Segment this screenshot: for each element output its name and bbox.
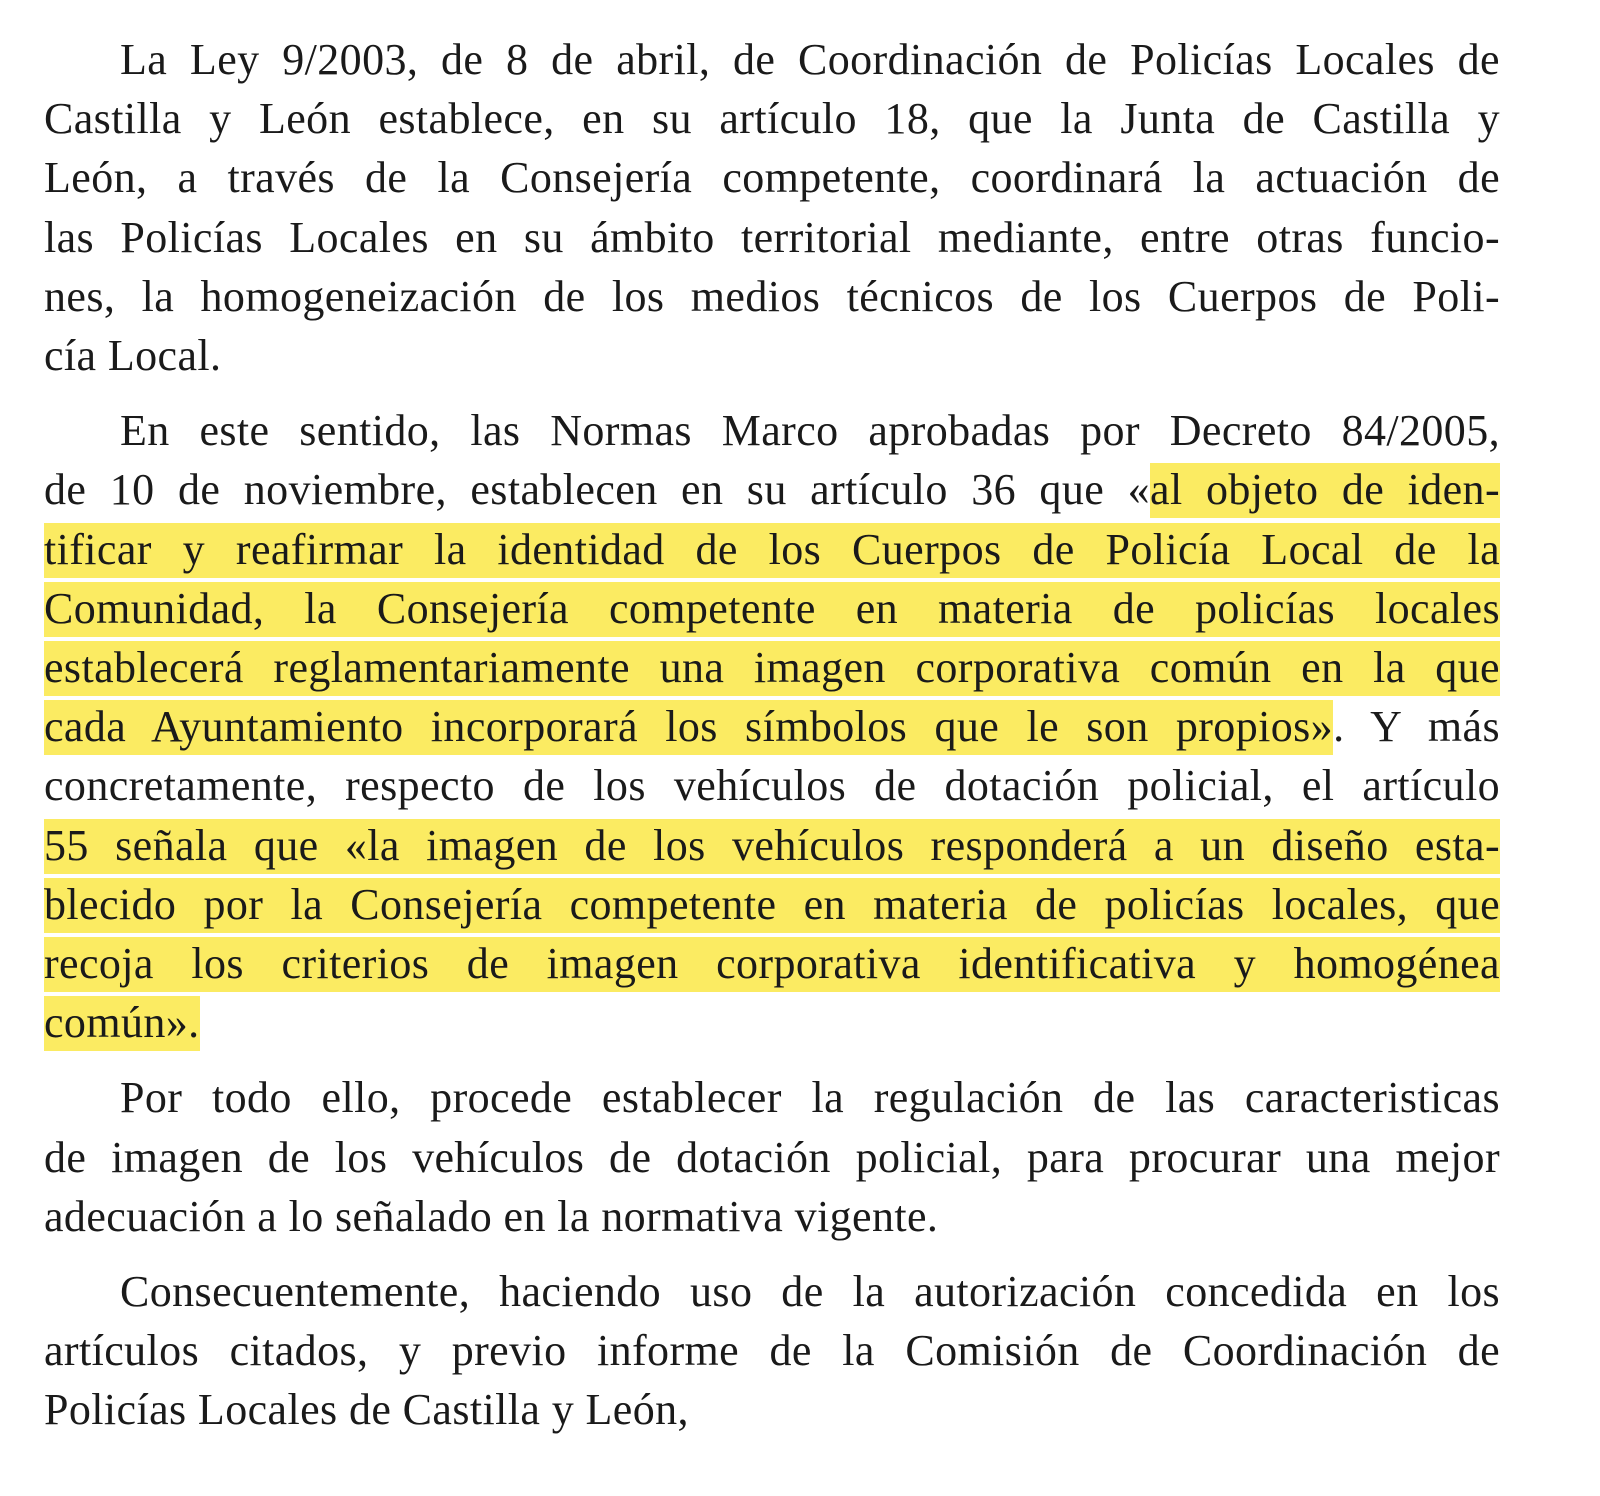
text-segment: de 10 de noviembre, establecen en su artículo 36 que «	[44, 465, 1151, 515]
text-line	[44, 401, 1500, 460]
text-line	[44, 993, 1500, 1052]
text-line	[44, 1187, 1500, 1246]
highlighted-text: al objeto de iden-	[1150, 463, 1500, 518]
text-line	[44, 638, 1500, 697]
text-segment: La Ley 9/2003, de 8 de abril, de Coordinación de Policías Locales de	[120, 35, 1500, 84]
text-line	[44, 1068, 1500, 1127]
text-segment: las Policías Locales en su ámbito territorial mediante, entre otras funcio-	[44, 212, 1500, 262]
highlighted-text: blecido por la Consejería competente en materia de policías locales, que	[44, 878, 1500, 933]
text-line	[44, 756, 1500, 815]
paragraph	[44, 30, 1500, 385]
text-segment: Por todo ello, procede establecer la regulación de las caracteristicas	[120, 1073, 1500, 1123]
text-segment: León, a través de la Consejería competente, coordinará la actuación de	[44, 153, 1500, 203]
text-line	[44, 875, 1500, 934]
paragraph	[44, 401, 1500, 1052]
text-line	[44, 30, 1500, 89]
text-line	[44, 520, 1500, 579]
text-line	[44, 326, 1500, 385]
text-segment: Policías Locales de Castilla y León,	[44, 1385, 689, 1435]
text-segment: Castilla y León establece, en su artículo 18, que la Junta de Castilla y	[44, 94, 1500, 144]
text-segment: nes, la homogeneización de los medios técnicos de los Cuerpos de Poli-	[44, 271, 1500, 321]
highlighted-text: común».	[44, 996, 200, 1051]
text-segment: de imagen de los vehículos de dotación policial, para procurar una mejor	[44, 1132, 1500, 1182]
text-line	[44, 89, 1500, 148]
text-line	[44, 934, 1500, 993]
text-segment: En este sentido, las Normas Marco aprobadas por Decreto 84/2005,	[120, 406, 1500, 456]
text-segment: Consecuentemente, haciendo uso de la autorización concedida en los	[120, 1267, 1500, 1317]
text-line	[44, 1128, 1500, 1187]
text-segment: concretamente, respecto de los vehículos de dotación policial, el artículo	[44, 761, 1500, 811]
text-line	[44, 1262, 1500, 1321]
highlighted-text: establecerá reglamentariamente una imagen corporativa común en la que	[44, 641, 1500, 696]
paragraph	[44, 1068, 1500, 1246]
text-line	[44, 148, 1500, 207]
text-segment: . Y más	[1333, 702, 1500, 752]
text-line	[44, 697, 1500, 756]
text-line	[44, 579, 1500, 638]
text-line	[44, 460, 1500, 519]
text-line	[44, 816, 1500, 875]
paragraph	[44, 1262, 1500, 1440]
text-segment: artículos citados, y previo informe de la Comisión de Coordinación de	[44, 1326, 1500, 1376]
text-line	[44, 267, 1500, 326]
text-line	[44, 1321, 1500, 1380]
highlighted-text: cada Ayuntamiento incorporará los símbolos que le son propios»	[44, 700, 1333, 755]
document-page	[44, 30, 1500, 1440]
text-segment: cía Local.	[44, 331, 222, 381]
highlighted-text: tificar y reafirmar la identidad de los Cuerpos de Policía Local de la	[44, 523, 1500, 578]
highlighted-text: recoja los criterios de imagen corporativa identificativa y homogénea	[44, 937, 1500, 992]
highlighted-text: 55 señala que «la imagen de los vehículos responderá a un diseño esta-	[44, 819, 1500, 874]
text-segment: adecuación a lo señalado en la normativa vigente.	[44, 1191, 939, 1241]
highlighted-text: Comunidad, la Consejería competente en materia de policías locales	[44, 582, 1500, 637]
text-line	[44, 1380, 1500, 1439]
text-line	[44, 208, 1500, 267]
